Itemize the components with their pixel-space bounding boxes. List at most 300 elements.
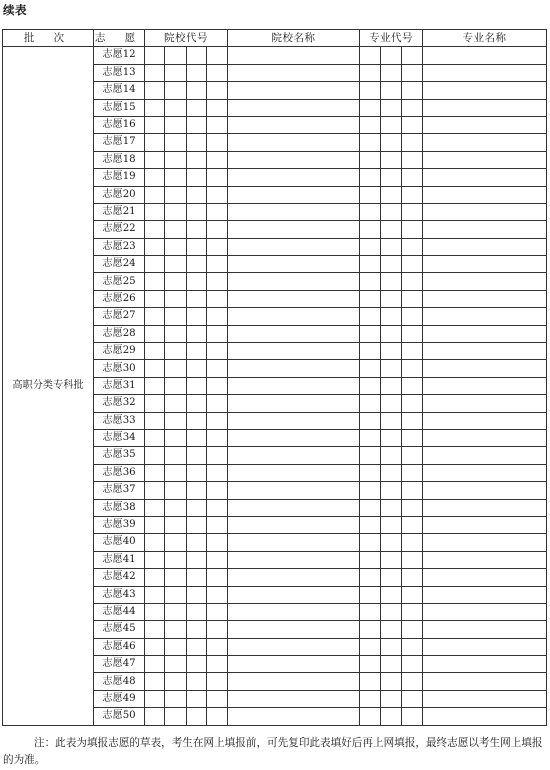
school-code-digit-cell[interactable] xyxy=(187,221,207,238)
major-code-digit-cell[interactable] xyxy=(381,134,402,151)
major-code-digit-cell[interactable] xyxy=(381,256,402,273)
school-code-digit-cell[interactable] xyxy=(145,412,165,429)
major-name-cell[interactable] xyxy=(423,308,547,325)
school-code-digit-cell[interactable] xyxy=(207,656,228,673)
school-code-digit-cell[interactable] xyxy=(145,603,165,620)
school-code-digit-cell[interactable] xyxy=(187,256,207,273)
school-code-digit-cell[interactable] xyxy=(165,64,187,81)
school-code-digit-cell[interactable] xyxy=(207,621,228,638)
school-name-cell[interactable] xyxy=(228,134,360,151)
school-code-digit-cell[interactable] xyxy=(145,238,165,255)
major-name-cell[interactable] xyxy=(423,360,547,377)
major-code-digit-cell[interactable] xyxy=(402,586,423,603)
major-code-digit-cell[interactable] xyxy=(360,551,381,568)
school-name-cell[interactable] xyxy=(228,499,360,516)
school-code-digit-cell[interactable] xyxy=(145,151,165,168)
major-code-digit-cell[interactable] xyxy=(402,516,423,533)
major-code-digit-cell[interactable] xyxy=(402,169,423,186)
school-code-digit-cell[interactable] xyxy=(165,656,187,673)
major-name-cell[interactable] xyxy=(423,638,547,655)
major-code-digit-cell[interactable] xyxy=(402,412,423,429)
major-code-digit-cell[interactable] xyxy=(381,238,402,255)
school-code-digit-cell[interactable] xyxy=(145,621,165,638)
school-code-digit-cell[interactable] xyxy=(165,569,187,586)
school-code-digit-cell[interactable] xyxy=(165,256,187,273)
school-code-digit-cell[interactable] xyxy=(187,551,207,568)
school-code-digit-cell[interactable] xyxy=(207,429,228,446)
major-code-digit-cell[interactable] xyxy=(402,534,423,551)
school-code-digit-cell[interactable] xyxy=(207,47,228,64)
major-name-cell[interactable] xyxy=(423,429,547,446)
major-code-digit-cell[interactable] xyxy=(381,656,402,673)
school-code-digit-cell[interactable] xyxy=(207,308,228,325)
major-code-digit-cell[interactable] xyxy=(402,499,423,516)
school-code-digit-cell[interactable] xyxy=(187,690,207,707)
school-name-cell[interactable] xyxy=(228,708,360,725)
school-code-digit-cell[interactable] xyxy=(207,603,228,620)
school-code-digit-cell[interactable] xyxy=(207,273,228,290)
school-code-digit-cell[interactable] xyxy=(145,47,165,64)
major-code-digit-cell[interactable] xyxy=(402,673,423,690)
school-code-digit-cell[interactable] xyxy=(165,534,187,551)
major-name-cell[interactable] xyxy=(423,221,547,238)
major-name-cell[interactable] xyxy=(423,151,547,168)
school-name-cell[interactable] xyxy=(228,325,360,342)
school-code-digit-cell[interactable] xyxy=(187,238,207,255)
major-code-digit-cell[interactable] xyxy=(360,116,381,133)
school-name-cell[interactable] xyxy=(228,638,360,655)
major-code-digit-cell[interactable] xyxy=(402,290,423,307)
school-code-digit-cell[interactable] xyxy=(207,447,228,464)
school-code-digit-cell[interactable] xyxy=(187,482,207,499)
school-code-digit-cell[interactable] xyxy=(145,221,165,238)
school-code-digit-cell[interactable] xyxy=(145,395,165,412)
school-name-cell[interactable] xyxy=(228,447,360,464)
school-code-digit-cell[interactable] xyxy=(165,203,187,220)
major-code-digit-cell[interactable] xyxy=(402,116,423,133)
major-code-digit-cell[interactable] xyxy=(381,221,402,238)
school-code-digit-cell[interactable] xyxy=(207,673,228,690)
major-code-digit-cell[interactable] xyxy=(381,343,402,360)
major-code-digit-cell[interactable] xyxy=(402,186,423,203)
school-code-digit-cell[interactable] xyxy=(145,99,165,116)
school-name-cell[interactable] xyxy=(228,516,360,533)
school-name-cell[interactable] xyxy=(228,256,360,273)
school-name-cell[interactable] xyxy=(228,308,360,325)
major-code-digit-cell[interactable] xyxy=(360,708,381,725)
school-code-digit-cell[interactable] xyxy=(145,116,165,133)
school-code-digit-cell[interactable] xyxy=(207,586,228,603)
major-name-cell[interactable] xyxy=(423,290,547,307)
school-code-digit-cell[interactable] xyxy=(145,82,165,99)
major-name-cell[interactable] xyxy=(423,656,547,673)
school-code-digit-cell[interactable] xyxy=(187,516,207,533)
school-code-digit-cell[interactable] xyxy=(187,464,207,481)
school-code-digit-cell[interactable] xyxy=(207,516,228,533)
school-code-digit-cell[interactable] xyxy=(165,516,187,533)
school-code-digit-cell[interactable] xyxy=(187,395,207,412)
major-code-digit-cell[interactable] xyxy=(360,621,381,638)
school-code-digit-cell[interactable] xyxy=(145,360,165,377)
school-code-digit-cell[interactable] xyxy=(207,203,228,220)
major-code-digit-cell[interactable] xyxy=(360,447,381,464)
school-code-digit-cell[interactable] xyxy=(165,429,187,446)
major-name-cell[interactable] xyxy=(423,203,547,220)
major-code-digit-cell[interactable] xyxy=(360,221,381,238)
major-code-digit-cell[interactable] xyxy=(402,82,423,99)
school-code-digit-cell[interactable] xyxy=(165,116,187,133)
school-code-digit-cell[interactable] xyxy=(187,308,207,325)
school-code-digit-cell[interactable] xyxy=(165,482,187,499)
school-code-digit-cell[interactable] xyxy=(165,134,187,151)
major-code-digit-cell[interactable] xyxy=(360,308,381,325)
school-code-digit-cell[interactable] xyxy=(145,534,165,551)
major-code-digit-cell[interactable] xyxy=(360,134,381,151)
major-code-digit-cell[interactable] xyxy=(360,690,381,707)
major-code-digit-cell[interactable] xyxy=(360,638,381,655)
school-code-digit-cell[interactable] xyxy=(187,343,207,360)
school-code-digit-cell[interactable] xyxy=(187,290,207,307)
major-name-cell[interactable] xyxy=(423,412,547,429)
school-name-cell[interactable] xyxy=(228,621,360,638)
school-code-digit-cell[interactable] xyxy=(207,151,228,168)
major-code-digit-cell[interactable] xyxy=(402,203,423,220)
school-name-cell[interactable] xyxy=(228,690,360,707)
school-code-digit-cell[interactable] xyxy=(207,569,228,586)
school-code-digit-cell[interactable] xyxy=(207,690,228,707)
major-code-digit-cell[interactable] xyxy=(360,99,381,116)
school-code-digit-cell[interactable] xyxy=(165,551,187,568)
major-code-digit-cell[interactable] xyxy=(402,325,423,342)
major-code-digit-cell[interactable] xyxy=(402,308,423,325)
school-code-digit-cell[interactable] xyxy=(145,256,165,273)
major-code-digit-cell[interactable] xyxy=(381,429,402,446)
school-code-digit-cell[interactable] xyxy=(187,673,207,690)
school-name-cell[interactable] xyxy=(228,203,360,220)
major-name-cell[interactable] xyxy=(423,377,547,394)
major-code-digit-cell[interactable] xyxy=(402,151,423,168)
school-code-digit-cell[interactable] xyxy=(145,325,165,342)
major-code-digit-cell[interactable] xyxy=(360,360,381,377)
school-code-digit-cell[interactable] xyxy=(165,169,187,186)
school-code-digit-cell[interactable] xyxy=(165,308,187,325)
school-name-cell[interactable] xyxy=(228,47,360,64)
school-code-digit-cell[interactable] xyxy=(187,134,207,151)
major-code-digit-cell[interactable] xyxy=(360,412,381,429)
major-name-cell[interactable] xyxy=(423,603,547,620)
school-code-digit-cell[interactable] xyxy=(187,412,207,429)
school-name-cell[interactable] xyxy=(228,151,360,168)
school-code-digit-cell[interactable] xyxy=(145,551,165,568)
school-code-digit-cell[interactable] xyxy=(165,238,187,255)
school-code-digit-cell[interactable] xyxy=(145,516,165,533)
school-code-digit-cell[interactable] xyxy=(207,464,228,481)
school-code-digit-cell[interactable] xyxy=(187,273,207,290)
school-code-digit-cell[interactable] xyxy=(187,447,207,464)
school-name-cell[interactable] xyxy=(228,221,360,238)
school-code-digit-cell[interactable] xyxy=(187,360,207,377)
major-code-digit-cell[interactable] xyxy=(360,482,381,499)
major-name-cell[interactable] xyxy=(423,499,547,516)
major-code-digit-cell[interactable] xyxy=(360,325,381,342)
school-code-digit-cell[interactable] xyxy=(165,603,187,620)
school-code-digit-cell[interactable] xyxy=(165,673,187,690)
school-code-digit-cell[interactable] xyxy=(207,377,228,394)
school-code-digit-cell[interactable] xyxy=(187,186,207,203)
school-code-digit-cell[interactable] xyxy=(187,151,207,168)
major-name-cell[interactable] xyxy=(423,343,547,360)
major-name-cell[interactable] xyxy=(423,256,547,273)
major-name-cell[interactable] xyxy=(423,464,547,481)
school-code-digit-cell[interactable] xyxy=(187,203,207,220)
major-name-cell[interactable] xyxy=(423,621,547,638)
major-code-digit-cell[interactable] xyxy=(360,151,381,168)
major-name-cell[interactable] xyxy=(423,325,547,342)
school-code-digit-cell[interactable] xyxy=(207,186,228,203)
school-code-digit-cell[interactable] xyxy=(207,708,228,725)
school-code-digit-cell[interactable] xyxy=(207,99,228,116)
school-code-digit-cell[interactable] xyxy=(145,569,165,586)
school-code-digit-cell[interactable] xyxy=(207,360,228,377)
school-name-cell[interactable] xyxy=(228,551,360,568)
school-name-cell[interactable] xyxy=(228,673,360,690)
major-name-cell[interactable] xyxy=(423,64,547,81)
major-name-cell[interactable] xyxy=(423,47,547,64)
major-code-digit-cell[interactable] xyxy=(402,708,423,725)
school-name-cell[interactable] xyxy=(228,116,360,133)
major-code-digit-cell[interactable] xyxy=(381,377,402,394)
major-code-digit-cell[interactable] xyxy=(402,238,423,255)
major-code-digit-cell[interactable] xyxy=(381,273,402,290)
major-code-digit-cell[interactable] xyxy=(402,64,423,81)
major-code-digit-cell[interactable] xyxy=(381,464,402,481)
school-code-digit-cell[interactable] xyxy=(207,482,228,499)
school-name-cell[interactable] xyxy=(228,603,360,620)
school-code-digit-cell[interactable] xyxy=(165,377,187,394)
school-code-digit-cell[interactable] xyxy=(187,586,207,603)
major-code-digit-cell[interactable] xyxy=(402,690,423,707)
major-code-digit-cell[interactable] xyxy=(381,586,402,603)
school-name-cell[interactable] xyxy=(228,482,360,499)
school-code-digit-cell[interactable] xyxy=(165,708,187,725)
major-code-digit-cell[interactable] xyxy=(360,186,381,203)
major-code-digit-cell[interactable] xyxy=(381,621,402,638)
school-code-digit-cell[interactable] xyxy=(207,325,228,342)
school-code-digit-cell[interactable] xyxy=(165,325,187,342)
major-name-cell[interactable] xyxy=(423,238,547,255)
major-code-digit-cell[interactable] xyxy=(402,395,423,412)
school-code-digit-cell[interactable] xyxy=(207,343,228,360)
major-code-digit-cell[interactable] xyxy=(402,569,423,586)
major-code-digit-cell[interactable] xyxy=(381,290,402,307)
school-name-cell[interactable] xyxy=(228,360,360,377)
major-code-digit-cell[interactable] xyxy=(381,569,402,586)
school-code-digit-cell[interactable] xyxy=(165,343,187,360)
school-code-digit-cell[interactable] xyxy=(187,429,207,446)
school-code-digit-cell[interactable] xyxy=(165,151,187,168)
school-code-digit-cell[interactable] xyxy=(165,186,187,203)
major-code-digit-cell[interactable] xyxy=(381,308,402,325)
school-name-cell[interactable] xyxy=(228,656,360,673)
major-code-digit-cell[interactable] xyxy=(381,325,402,342)
school-code-digit-cell[interactable] xyxy=(207,116,228,133)
school-code-digit-cell[interactable] xyxy=(165,360,187,377)
school-code-digit-cell[interactable] xyxy=(145,690,165,707)
major-name-cell[interactable] xyxy=(423,447,547,464)
major-code-digit-cell[interactable] xyxy=(360,499,381,516)
school-code-digit-cell[interactable] xyxy=(145,482,165,499)
school-name-cell[interactable] xyxy=(228,412,360,429)
school-code-digit-cell[interactable] xyxy=(207,638,228,655)
school-name-cell[interactable] xyxy=(228,343,360,360)
school-code-digit-cell[interactable] xyxy=(187,569,207,586)
school-code-digit-cell[interactable] xyxy=(145,308,165,325)
school-code-digit-cell[interactable] xyxy=(145,186,165,203)
school-code-digit-cell[interactable] xyxy=(165,586,187,603)
major-name-cell[interactable] xyxy=(423,99,547,116)
school-code-digit-cell[interactable] xyxy=(145,64,165,81)
major-code-digit-cell[interactable] xyxy=(360,238,381,255)
major-code-digit-cell[interactable] xyxy=(402,99,423,116)
school-code-digit-cell[interactable] xyxy=(145,499,165,516)
major-code-digit-cell[interactable] xyxy=(360,377,381,394)
major-code-digit-cell[interactable] xyxy=(360,203,381,220)
school-code-digit-cell[interactable] xyxy=(187,708,207,725)
school-code-digit-cell[interactable] xyxy=(187,499,207,516)
school-code-digit-cell[interactable] xyxy=(187,64,207,81)
major-code-digit-cell[interactable] xyxy=(360,534,381,551)
school-name-cell[interactable] xyxy=(228,186,360,203)
school-code-digit-cell[interactable] xyxy=(165,499,187,516)
major-code-digit-cell[interactable] xyxy=(360,256,381,273)
major-name-cell[interactable] xyxy=(423,516,547,533)
major-code-digit-cell[interactable] xyxy=(381,534,402,551)
school-code-digit-cell[interactable] xyxy=(207,395,228,412)
school-code-digit-cell[interactable] xyxy=(165,638,187,655)
major-code-digit-cell[interactable] xyxy=(360,429,381,446)
major-code-digit-cell[interactable] xyxy=(381,447,402,464)
school-code-digit-cell[interactable] xyxy=(187,325,207,342)
major-code-digit-cell[interactable] xyxy=(402,464,423,481)
major-code-digit-cell[interactable] xyxy=(381,673,402,690)
major-code-digit-cell[interactable] xyxy=(381,499,402,516)
school-code-digit-cell[interactable] xyxy=(165,464,187,481)
major-name-cell[interactable] xyxy=(423,82,547,99)
major-code-digit-cell[interactable] xyxy=(402,656,423,673)
school-code-digit-cell[interactable] xyxy=(207,169,228,186)
major-code-digit-cell[interactable] xyxy=(402,221,423,238)
major-code-digit-cell[interactable] xyxy=(360,395,381,412)
school-code-digit-cell[interactable] xyxy=(187,47,207,64)
school-name-cell[interactable] xyxy=(228,429,360,446)
school-name-cell[interactable] xyxy=(228,169,360,186)
major-code-digit-cell[interactable] xyxy=(360,273,381,290)
major-code-digit-cell[interactable] xyxy=(381,516,402,533)
school-code-digit-cell[interactable] xyxy=(145,673,165,690)
school-code-digit-cell[interactable] xyxy=(145,447,165,464)
school-code-digit-cell[interactable] xyxy=(145,656,165,673)
school-code-digit-cell[interactable] xyxy=(207,551,228,568)
school-code-digit-cell[interactable] xyxy=(145,169,165,186)
major-code-digit-cell[interactable] xyxy=(360,464,381,481)
school-code-digit-cell[interactable] xyxy=(145,134,165,151)
school-code-digit-cell[interactable] xyxy=(187,621,207,638)
major-name-cell[interactable] xyxy=(423,134,547,151)
school-code-digit-cell[interactable] xyxy=(165,47,187,64)
major-code-digit-cell[interactable] xyxy=(381,64,402,81)
school-name-cell[interactable] xyxy=(228,99,360,116)
major-code-digit-cell[interactable] xyxy=(360,516,381,533)
school-name-cell[interactable] xyxy=(228,534,360,551)
school-code-digit-cell[interactable] xyxy=(145,273,165,290)
major-code-digit-cell[interactable] xyxy=(402,603,423,620)
school-name-cell[interactable] xyxy=(228,273,360,290)
major-code-digit-cell[interactable] xyxy=(402,47,423,64)
major-name-cell[interactable] xyxy=(423,395,547,412)
major-code-digit-cell[interactable] xyxy=(402,482,423,499)
school-code-digit-cell[interactable] xyxy=(187,656,207,673)
major-code-digit-cell[interactable] xyxy=(402,621,423,638)
school-code-digit-cell[interactable] xyxy=(187,116,207,133)
school-code-digit-cell[interactable] xyxy=(165,690,187,707)
major-code-digit-cell[interactable] xyxy=(381,203,402,220)
school-name-cell[interactable] xyxy=(228,238,360,255)
major-name-cell[interactable] xyxy=(423,690,547,707)
school-code-digit-cell[interactable] xyxy=(145,638,165,655)
major-name-cell[interactable] xyxy=(423,169,547,186)
school-code-digit-cell[interactable] xyxy=(207,82,228,99)
major-code-digit-cell[interactable] xyxy=(360,586,381,603)
school-name-cell[interactable] xyxy=(228,586,360,603)
school-code-digit-cell[interactable] xyxy=(145,203,165,220)
school-code-digit-cell[interactable] xyxy=(165,82,187,99)
major-name-cell[interactable] xyxy=(423,186,547,203)
major-code-digit-cell[interactable] xyxy=(381,395,402,412)
school-code-digit-cell[interactable] xyxy=(207,290,228,307)
major-code-digit-cell[interactable] xyxy=(381,186,402,203)
major-code-digit-cell[interactable] xyxy=(381,638,402,655)
major-code-digit-cell[interactable] xyxy=(360,656,381,673)
major-code-digit-cell[interactable] xyxy=(360,82,381,99)
major-name-cell[interactable] xyxy=(423,569,547,586)
major-code-digit-cell[interactable] xyxy=(360,47,381,64)
school-code-digit-cell[interactable] xyxy=(165,621,187,638)
school-name-cell[interactable] xyxy=(228,395,360,412)
school-name-cell[interactable] xyxy=(228,64,360,81)
school-code-digit-cell[interactable] xyxy=(165,273,187,290)
school-code-digit-cell[interactable] xyxy=(145,290,165,307)
major-code-digit-cell[interactable] xyxy=(360,169,381,186)
school-code-digit-cell[interactable] xyxy=(165,412,187,429)
school-code-digit-cell[interactable] xyxy=(187,82,207,99)
school-code-digit-cell[interactable] xyxy=(187,603,207,620)
school-code-digit-cell[interactable] xyxy=(145,586,165,603)
school-code-digit-cell[interactable] xyxy=(187,534,207,551)
major-code-digit-cell[interactable] xyxy=(381,169,402,186)
school-name-cell[interactable] xyxy=(228,290,360,307)
school-code-digit-cell[interactable] xyxy=(187,169,207,186)
school-code-digit-cell[interactable] xyxy=(165,99,187,116)
school-code-digit-cell[interactable] xyxy=(165,221,187,238)
major-code-digit-cell[interactable] xyxy=(360,343,381,360)
major-code-digit-cell[interactable] xyxy=(402,429,423,446)
major-code-digit-cell[interactable] xyxy=(381,99,402,116)
school-code-digit-cell[interactable] xyxy=(187,638,207,655)
major-code-digit-cell[interactable] xyxy=(360,673,381,690)
school-name-cell[interactable] xyxy=(228,377,360,394)
major-code-digit-cell[interactable] xyxy=(402,256,423,273)
major-code-digit-cell[interactable] xyxy=(402,273,423,290)
